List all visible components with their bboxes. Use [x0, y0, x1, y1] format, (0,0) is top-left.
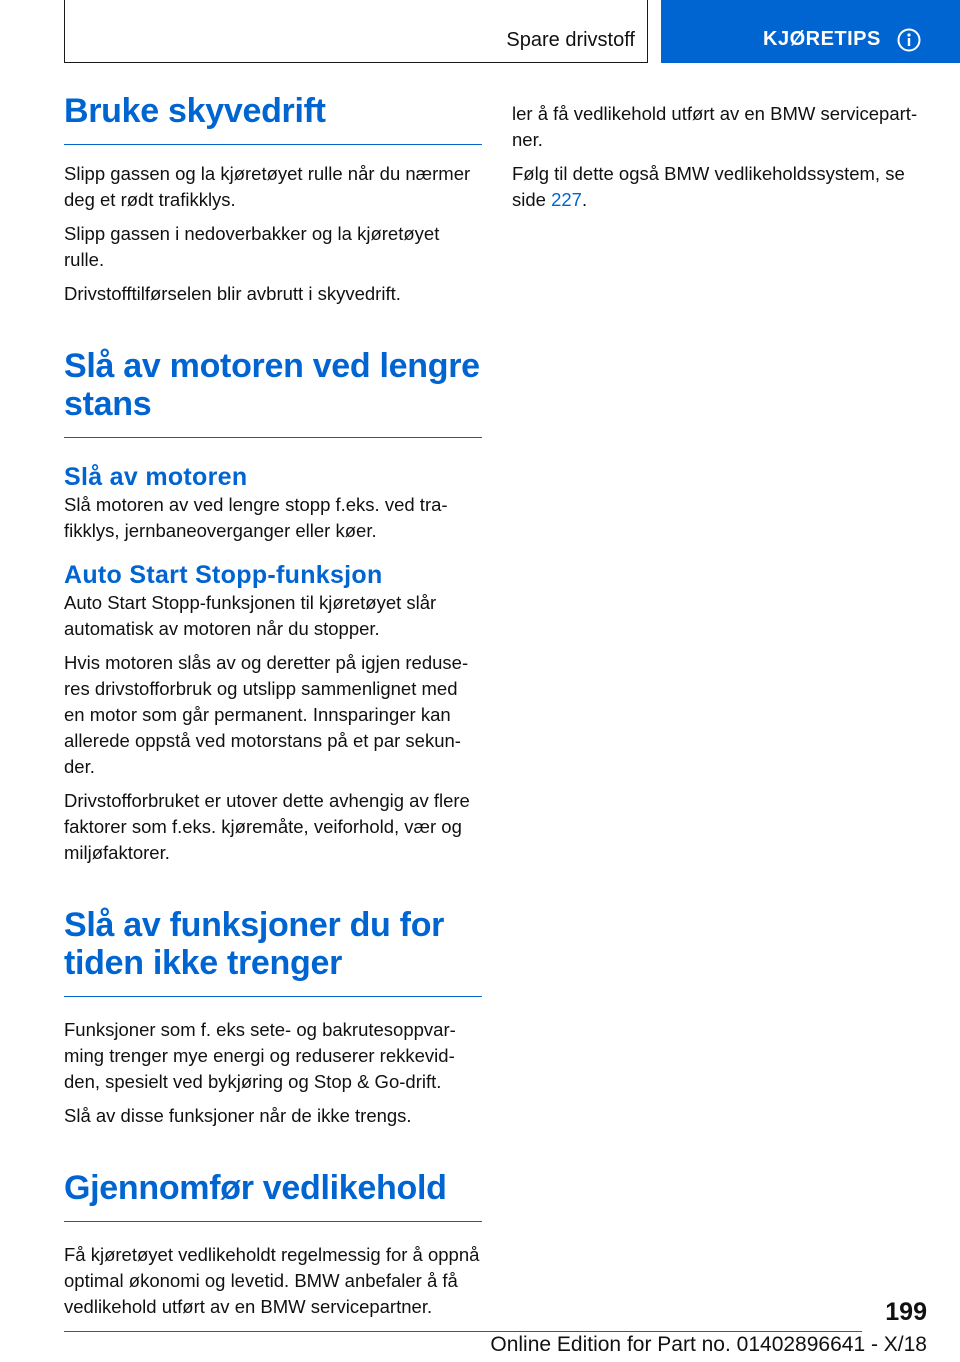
page-number: 199 [885, 1298, 927, 1326]
auto-start-stop-paragraph-2: Hvis motoren slås av og deretter på igjen reduseres drivstofforbruk og utslipp sammenlignet med en motor som går permanent. Innsparinger kan allerede oppstå ved motorstans på et par sekunder. [64, 652, 469, 777]
header-chapter-label: KJØRETIPS [763, 28, 881, 50]
maintenance-paragraph-2-end: . [581, 189, 588, 210]
page-reference-link[interactable]: 227 [551, 189, 582, 210]
subheading-auto-start-stop: Auto Start Stopp-funksjon [64, 561, 383, 589]
coasting-paragraph-1: Slipp gassen og la kjøretøyet rulle når du nærmer deg et rødt trafikklys. [64, 163, 471, 210]
left-column [64, 92, 482, 1317]
heading-engine-off: Slå av motoren ved lengre stans [64, 347, 482, 438]
auto-start-stop-paragraph-3: Drivstofforbruket er utover dette avhengig av flere faktorer som f.eks. kjøremåte, veiforhold, vær og miljøfaktorer. [64, 790, 470, 863]
heading-unused-functions: Slå av funksjoner du for tiden ikke trenger [64, 906, 482, 997]
right-column [512, 101, 930, 213]
coasting-paragraph-2: Slipp gassen i nedoverbakker og la kjøretøyet rulle. [64, 223, 440, 270]
heading-coasting: Bruke skyvedrift [64, 92, 482, 145]
maintenance-paragraph-2 [512, 161, 930, 213]
subheading-engine-off: Slå av motoren [64, 463, 248, 491]
maintenance-paragraph-1-continued: ler å få vedlikehold utført av en BMW servicepartner. [512, 103, 918, 150]
coasting-paragraph-3: Drivstofftilførselen blir avbrutt i skyvedrift. [64, 283, 401, 304]
footer-edition: Online Edition for Part no. 01402896641 - X/18 [490, 1333, 927, 1356]
auto-start-stop-paragraph-1: Auto Start Stopp-funksjonen til kjøretøyet slår automatisk av motoren når du stopper. [64, 592, 437, 639]
functions-paragraph-2: Slå av disse funksjoner når de ikke trengs. [64, 1105, 412, 1126]
functions-paragraph-1: Funksjoner som f. eks sete- og bakrutesoppvarming trenger mye energi og reduserer rekkevidden, spesielt ved bykjøring og Stop & Go-drift. [64, 1019, 456, 1092]
info-icon[interactable] [897, 28, 921, 52]
header-chapter-tab[interactable] [661, 0, 960, 63]
maintenance-paragraph-2-text: Følg til dette også BMW vedlikeholdssystem, se side [512, 163, 905, 210]
header-section-box [64, 0, 648, 63]
heading-maintenance: Gjennomfør vedlikehold [64, 1169, 482, 1222]
maintenance-paragraph-1: Få kjøretøyet vedlikeholdt regelmessig for å oppnå optimal økonomi og levetid. BMW anbefaler å få vedlikehold utført av en BMW servicepartner. [64, 1244, 480, 1317]
engine-off-paragraph-1: Slå motoren av ved lengre stopp f.eks. ved trafikklys, jernbaneoverganger eller køer. [64, 494, 448, 541]
footer-divider [64, 1331, 862, 1332]
header-section-title: Spare drivstoff [506, 29, 635, 51]
